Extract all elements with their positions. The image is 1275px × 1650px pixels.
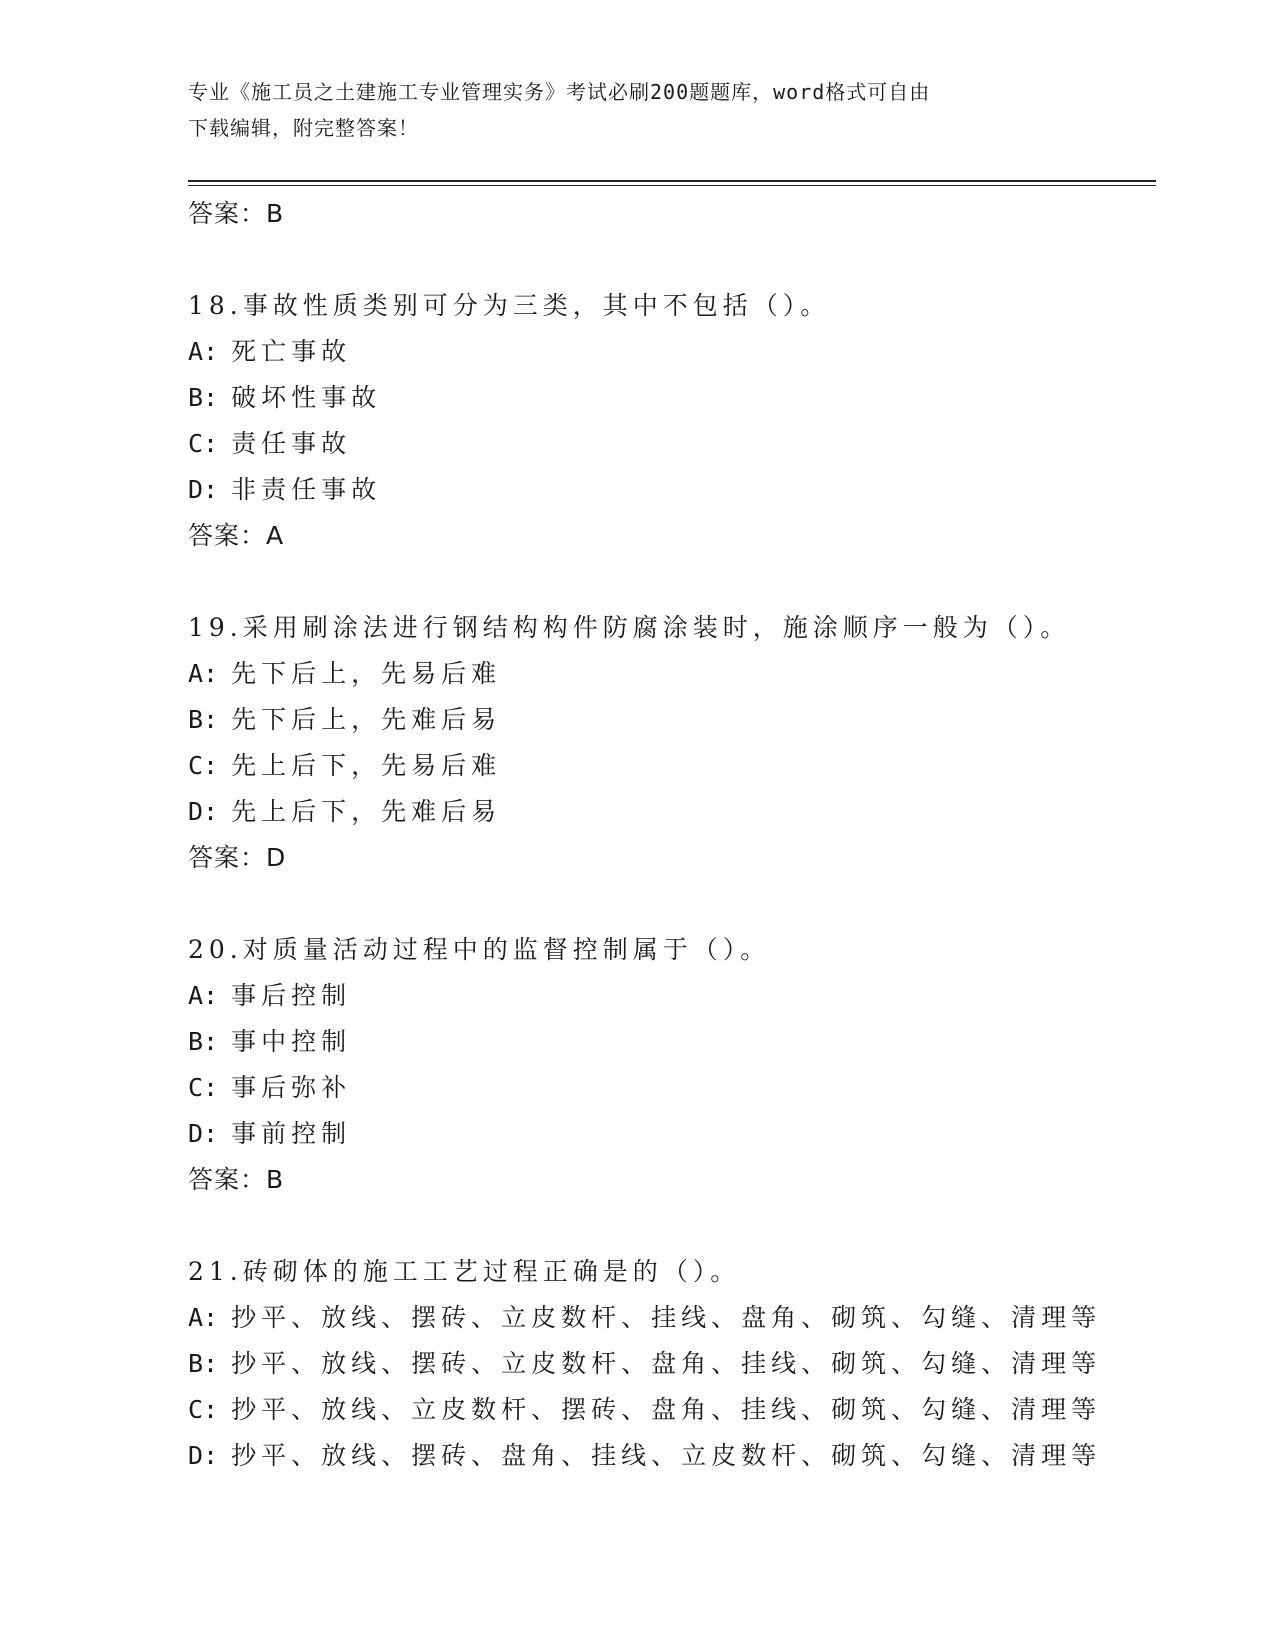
option-c [188, 1387, 1156, 1433]
option-text: 事前控制 [231, 1119, 352, 1148]
option-text: 先下后上，先易后难 [231, 659, 502, 688]
option-text: 抄平、放线、摆砖、立皮数杆、盘角、挂线、砌筑、勾缝、清理等 [231, 1349, 1102, 1378]
option-text: 事后控制 [231, 981, 352, 1010]
option-label: D: [188, 1119, 219, 1148]
option-b [188, 1341, 1156, 1387]
question-text: 18.事故性质类别可分为三类，其中不包括（）。 [188, 291, 831, 320]
option-d [188, 467, 1156, 513]
option-label: B: [188, 705, 219, 734]
option-label: A: [188, 337, 219, 366]
header-line-1: 专业《施工员之土建施工专业管理实务》考试必刷200题题库，word格式可自由 [188, 80, 931, 104]
option-label: C: [188, 1395, 219, 1424]
question-text: 19.采用刷涂法进行钢结构构件防腐涂装时，施涂顺序一般为（）。 [188, 613, 1071, 642]
option-text: 破坏性事故 [231, 383, 382, 412]
option-label: A: [188, 981, 219, 1010]
option-label: D: [188, 797, 219, 826]
question-21 [188, 1249, 1156, 1479]
option-text: 事后弥补 [231, 1073, 352, 1102]
answer: 答案：A [188, 521, 285, 550]
option-d [188, 789, 1156, 835]
answer: 答案：D [188, 843, 287, 872]
document-header [188, 74, 1088, 146]
header-divider [188, 180, 1156, 186]
option-b [188, 375, 1156, 421]
previous-answer: 答案：B [188, 199, 285, 228]
option-text: 先下后上，先难后易 [231, 705, 502, 734]
question-18 [188, 283, 1156, 559]
option-a [188, 973, 1156, 1019]
option-text: 先上后下，先难后易 [231, 797, 502, 826]
option-a [188, 1295, 1156, 1341]
option-text: 抄平、放线、立皮数杆、摆砖、盘角、挂线、砌筑、勾缝、清理等 [231, 1395, 1102, 1424]
option-text: 先上后下，先易后难 [231, 751, 502, 780]
option-label: C: [188, 429, 219, 458]
option-c [188, 421, 1156, 467]
option-text: 责任事故 [231, 429, 352, 458]
option-label: A: [188, 659, 219, 688]
question-19 [188, 605, 1156, 881]
option-label: B: [188, 383, 219, 412]
option-text: 死亡事故 [231, 337, 352, 366]
option-label: B: [188, 1027, 219, 1056]
option-d [188, 1111, 1156, 1157]
option-b [188, 697, 1156, 743]
question-text: 20.对质量活动过程中的监督控制属于（）。 [188, 935, 771, 964]
option-d [188, 1433, 1156, 1479]
option-c [188, 743, 1156, 789]
option-a [188, 651, 1156, 697]
option-label: C: [188, 1073, 219, 1102]
option-b [188, 1019, 1156, 1065]
option-label: D: [188, 1441, 219, 1470]
header-line-2: 下载编辑，附完整答案！ [188, 116, 419, 140]
option-text: 抄平、放线、摆砖、盘角、挂线、立皮数杆、砌筑、勾缝、清理等 [231, 1441, 1102, 1470]
option-label: A: [188, 1303, 219, 1332]
option-text: 抄平、放线、摆砖、立皮数杆、挂线、盘角、砌筑、勾缝、清理等 [231, 1303, 1102, 1332]
question-20 [188, 927, 1156, 1203]
answer: 答案：B [188, 1165, 285, 1194]
option-a [188, 329, 1156, 375]
option-c [188, 1065, 1156, 1111]
option-text: 事中控制 [231, 1027, 352, 1056]
option-label: B: [188, 1349, 219, 1378]
option-text: 非责任事故 [231, 475, 382, 504]
option-label: D: [188, 475, 219, 504]
document-body [188, 187, 1156, 1479]
option-label: C: [188, 751, 219, 780]
question-text: 21.砖砌体的施工工艺过程正确是的（）。 [188, 1257, 741, 1286]
